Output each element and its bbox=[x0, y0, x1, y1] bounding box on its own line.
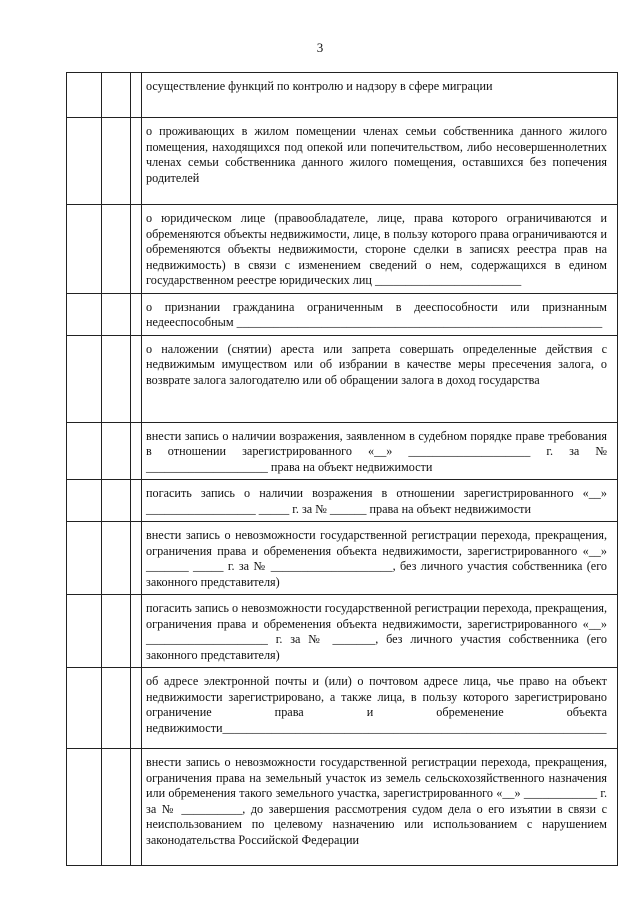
option-cell bbox=[131, 422, 618, 480]
table-row bbox=[67, 293, 618, 335]
table-row bbox=[67, 73, 618, 118]
option-text: внести запись о невозможности государственной регистрации перехода, прекращения, ограничения права на земельный участок из земель сельскохозяйственного назначения или обременения такого земельного участка, зарегистрированного «__» ____________ г. за № __________, до завершения рассмотрения судом дела о его изъятии в связи с неиспользованием по целевому назначению или использованием с нарушением законодательства Российской Федерации bbox=[146, 755, 607, 847]
row-number-cell bbox=[67, 118, 102, 205]
option-checkbox[interactable] bbox=[131, 336, 142, 422]
option-text: внести запись о наличии возражения, заявленном в судебном порядке праве требования в отношении зарегистрированного «__» ____________________ г. за № ____________________ права на объект недвижимости bbox=[146, 428, 607, 474]
option-text: об адресе электронной почты и (или) о почтовом адресе лица, чье право на объект недвижимости зарегистрировано, а также лица, в пользу которого зарегистрировано ограничение права и обременение объекта недвижимости_______________________________________________________________ bbox=[146, 674, 607, 735]
checkbox-cell[interactable] bbox=[102, 522, 131, 595]
option-text: о признании гражданина ограниченным в дееспособности или признанным недееспособным ____________________________________________________________ bbox=[146, 299, 607, 329]
row-number-cell bbox=[67, 205, 102, 294]
checkbox-cell[interactable] bbox=[102, 293, 131, 335]
option-cell bbox=[131, 293, 618, 335]
table-row bbox=[67, 118, 618, 205]
option-checkbox[interactable] bbox=[131, 668, 142, 748]
option-cell bbox=[131, 480, 618, 522]
option-cell bbox=[131, 749, 618, 866]
option-cell bbox=[131, 595, 618, 668]
checkbox-cell[interactable] bbox=[102, 749, 131, 866]
option-text: погасить запись о наличии возражения в отношении зарегистрированного «__» __________________ _____ г. за № ______ права на объект недвижимости bbox=[146, 486, 607, 516]
option-checkbox[interactable] bbox=[131, 118, 142, 204]
row-number-cell bbox=[67, 522, 102, 595]
checkbox-cell[interactable] bbox=[102, 335, 131, 422]
table-row bbox=[67, 522, 618, 595]
option-cell bbox=[131, 205, 618, 294]
option-text: внести запись о невозможности государственной регистрации перехода, прекращения, ограничения права и обременения объекта недвижимости, зарегистрированного «__» _______ _____ г. за № ____________________, без личного участия собственника (его законного представителя) bbox=[146, 528, 607, 589]
table-row bbox=[67, 749, 618, 866]
option-text: осуществление функций по контролю и надзору в сфере миграции bbox=[146, 79, 493, 93]
table-row bbox=[67, 205, 618, 294]
checkbox-cell[interactable] bbox=[102, 205, 131, 294]
option-checkbox[interactable] bbox=[131, 749, 142, 865]
option-cell bbox=[131, 668, 618, 749]
row-number-cell bbox=[67, 595, 102, 668]
table-row bbox=[67, 422, 618, 480]
option-checkbox[interactable] bbox=[131, 522, 142, 594]
option-checkbox[interactable] bbox=[131, 480, 142, 521]
checkbox-cell[interactable] bbox=[102, 668, 131, 749]
option-checkbox[interactable] bbox=[131, 423, 142, 480]
option-text: о наложении (снятии) ареста или запрета совершать определенные действия с недвижимым имуществом или об избрании в качестве меры пресечения залога, о возврате залога залогодателю или об обращении залога в доход государства bbox=[146, 341, 607, 387]
option-cell bbox=[131, 335, 618, 422]
checkbox-cell[interactable] bbox=[102, 73, 131, 118]
page-number: 3 bbox=[316, 40, 324, 55]
checkbox-cell[interactable] bbox=[102, 480, 131, 522]
row-number-cell bbox=[67, 422, 102, 480]
option-text: о юридическом лице (правообладателе, лице, права которого ограничиваются и обременяются объекты недвижимости, лице, в пользу которого права ограничиваются и обременяются объекты недвижимости, стороне сделки в записях реестра прав на недвижимость) в связи с изменением сведений о нем, содержащихся в едином государственном реестре юридических лиц ________________________ bbox=[146, 211, 607, 287]
row-number-cell bbox=[67, 480, 102, 522]
option-checkbox[interactable] bbox=[131, 595, 142, 667]
form-table bbox=[66, 72, 618, 866]
option-text: погасить запись о невозможности государственной регистрации перехода, прекращения, ограничения права и обременения объекта недвижимости, зарегистрированного «__» ____________________ г. за № _______, без личного участия собственника (его законного представителя) bbox=[146, 601, 607, 662]
row-number-cell bbox=[67, 668, 102, 749]
option-checkbox[interactable] bbox=[131, 294, 142, 335]
checkbox-cell[interactable] bbox=[102, 595, 131, 668]
row-number-cell bbox=[67, 293, 102, 335]
option-checkbox[interactable] bbox=[131, 73, 142, 117]
table-row bbox=[67, 595, 618, 668]
checkbox-cell[interactable] bbox=[102, 422, 131, 480]
option-cell bbox=[131, 118, 618, 205]
row-number-cell bbox=[67, 73, 102, 118]
option-checkbox[interactable] bbox=[131, 205, 142, 293]
option-cell bbox=[131, 522, 618, 595]
row-number-cell bbox=[67, 749, 102, 866]
table-row bbox=[67, 335, 618, 422]
option-text: о проживающих в жилом помещении членах семьи собственника данного жилого помещения, находящихся под опекой или попечительством, либо несовершеннолетних членах семьи собственника данного жилого помещения, оставшихся без попечения родителей bbox=[146, 124, 607, 185]
checkbox-cell[interactable] bbox=[102, 118, 131, 205]
option-cell bbox=[131, 73, 618, 118]
table-row bbox=[67, 480, 618, 522]
row-number-cell bbox=[67, 335, 102, 422]
table-row bbox=[67, 668, 618, 749]
